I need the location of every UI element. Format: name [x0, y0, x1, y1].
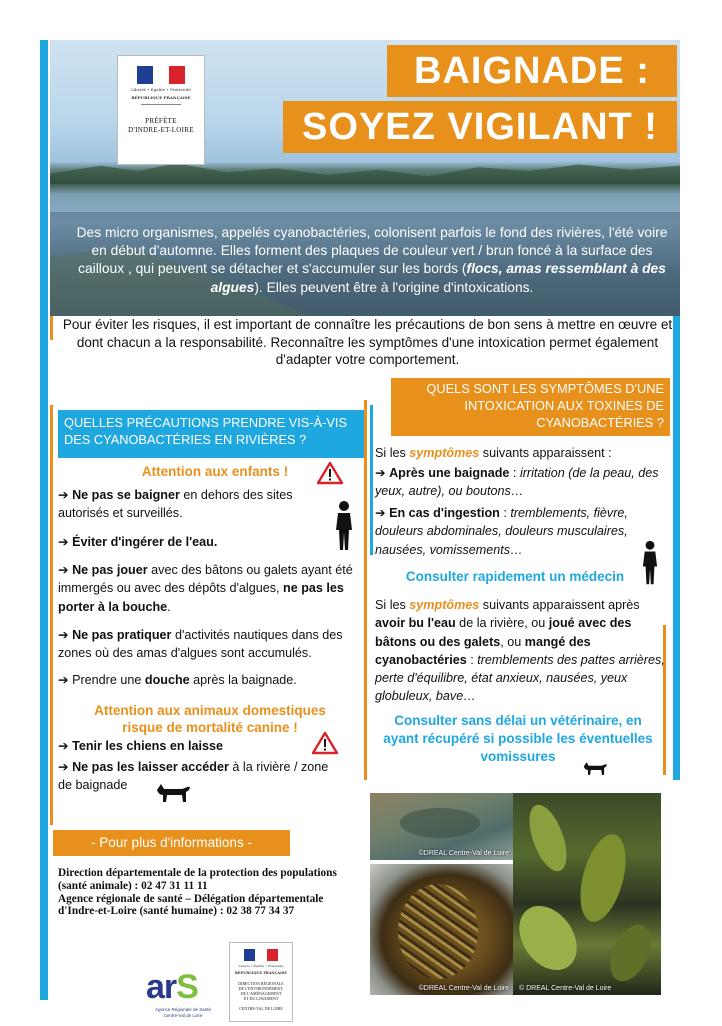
children-warning-title: Attention aux enfants ! [141, 464, 289, 479]
cyanobacteria-riverbed-photo: ©DREAL Centre-Val de Loire [370, 793, 513, 860]
more-info-heading: - Pour plus d'informations - [53, 830, 290, 856]
precaution-item: ➔ Éviter d'ingérer de l'eau. [58, 535, 218, 549]
divider-middle-orange [364, 400, 367, 780]
cyanobacteria-pebble-photo: ©DREAL Centre-Val de Loire [370, 864, 513, 995]
republic-name: RÉPUBLIQUE FRANÇAISE [131, 95, 191, 100]
child-silhouette-icon [640, 540, 660, 586]
title-line-1: BAIGNADE : [387, 45, 677, 97]
divider-right-blue [673, 380, 680, 780]
warning-triangle-icon [317, 461, 343, 485]
republic-motto: Liberté • Égalité • Fraternité [238, 964, 284, 968]
republic-name: RÉPUBLIQUE FRANÇAISE [235, 971, 287, 975]
precautions-heading: QUELLES PRÉCAUTIONS PRENDRE VIS-À-VIS DES CYANOBACTÉRIES EN RIVIÈRES ? [58, 410, 364, 458]
ars-caption: Agence Régionale de Santé Centre-Val de Loire [154, 1007, 212, 1018]
cyanobacteria-algae-photo: © DREAL Centre-Val de Loire [513, 793, 661, 995]
divider-left-orange [50, 405, 53, 825]
precaution-item: ➔ Ne pas jouer avec des bâtons ou galets ayant été immergés ou avec des dépôts d'algues, ne pas les porter à la bouche. [58, 563, 353, 614]
dreal-name: DIRECTION RÉGIONALE DE L'ENVIRONNEMENT, DE L'AMÉNAGEMENT ET DU LOGEMENT CENTRE-VAL DE LOIRE [238, 981, 284, 1011]
consult-vet-notice: Consulter sans délai un vétérinaire, en ayant récupéré si possible les éventuelles vomissures [383, 713, 653, 764]
prefecture-name: PRÉFÈTE D'INDRE-ET-LOIRE [128, 117, 194, 134]
animals-warning-title: Attention aux animaux domestiques risque de mortalité canine ! [94, 703, 326, 735]
marianne-flag-icon [137, 66, 185, 84]
animal-symptoms: Si les symptômes suivants apparaissent après avoir bu l'eau de la rivière, ou joué avec des bâtons ou des galets, ou mangé des cyanobactéries : tremblements des pattes arrières, perte d'équilibre, état anxieux, nausées, yeux globuleux, bave… [375, 598, 665, 704]
consult-doctor-notice: Consulter rapidement un médecin [405, 569, 625, 584]
dog-silhouette-icon [581, 758, 609, 782]
contact-ars: Agence régionale de santé – Délégation départementale d'Indre-et-Loire (santé humaine) : 02 38 77 34 37 [58, 892, 324, 918]
prefecture-logo [117, 55, 205, 165]
title-line-2: SOYEZ VIGILANT ! [283, 101, 677, 153]
marianne-flag-icon [244, 949, 278, 961]
prevention-paragraph: Pour éviter les risques, il est important de connaître les précautions de bon sens à mettre en œuvre et dont chacun a la responsabilité. Reconnaître les symptômes d'une intoxication permet également d'adapter votre comportement. [62, 317, 673, 367]
precaution-item: ➔ Ne pas pratiquer d'activités nautiques dans des zones où des amas d'algues sont accumulés. [58, 628, 343, 661]
precaution-item: ➔ Prendre une douche après la baignade. [58, 673, 297, 687]
contact-info [58, 867, 358, 918]
warning-triangle-icon [312, 731, 338, 755]
republic-motto: Liberté • Égalité • Fraternité [131, 87, 191, 92]
logo-divider [141, 104, 181, 105]
contact-ddpp: Direction départementale de la protection des populations (santé animale) : 02 47 31 11 11 [58, 867, 337, 892]
frame-bar-left-blue [40, 40, 48, 1000]
dog-silhouette-icon [153, 780, 193, 810]
symptoms-intro: Si les symptômes suivants apparaissent : [375, 446, 612, 460]
child-silhouette-icon [334, 500, 354, 552]
divider-middle-blue [370, 405, 373, 555]
precaution-item: ➔ Ne pas se baigner en dehors des sites autorisés et surveillés. [58, 488, 293, 521]
ingestion-symptoms: ➔ En cas d'ingestion : tremblements, fièvre, douleurs abdominales, douleurs musculaires, nausées, vomissements… [375, 506, 628, 557]
after-swim-symptoms: ➔ Après une baignade : irritation (de la peau, des yeux, autre), ou boutons… [375, 466, 659, 499]
ars-logo: arS [146, 968, 198, 1006]
animal-precaution-item: ➔ Ne pas les laisser accéder à la rivière / zone de baignade [58, 760, 329, 793]
symptoms-heading: QUELS SONT LES SYMPTÔMES D'UNE INTOXICATION AUX TOXINES DE CYANOBACTÉRIES ? [391, 378, 670, 436]
animal-precaution-item: ➔ Tenir les chiens en laisse [58, 739, 224, 753]
dreal-logo [229, 942, 293, 1022]
intro-paragraph: Des micro organismes, appelés cyanobactéries, colonisent parfois le fond des rivières, l'été voire en début d'automne. Elles forment des plaques de couleur vert / brun foncé à la surface des cailloux , qui peuvent se détacher et s'accumuler sur les bords (flocs, amas ressemblant à des algues). Elles peuvent être à l'origine d'intoxications. [76, 225, 668, 295]
